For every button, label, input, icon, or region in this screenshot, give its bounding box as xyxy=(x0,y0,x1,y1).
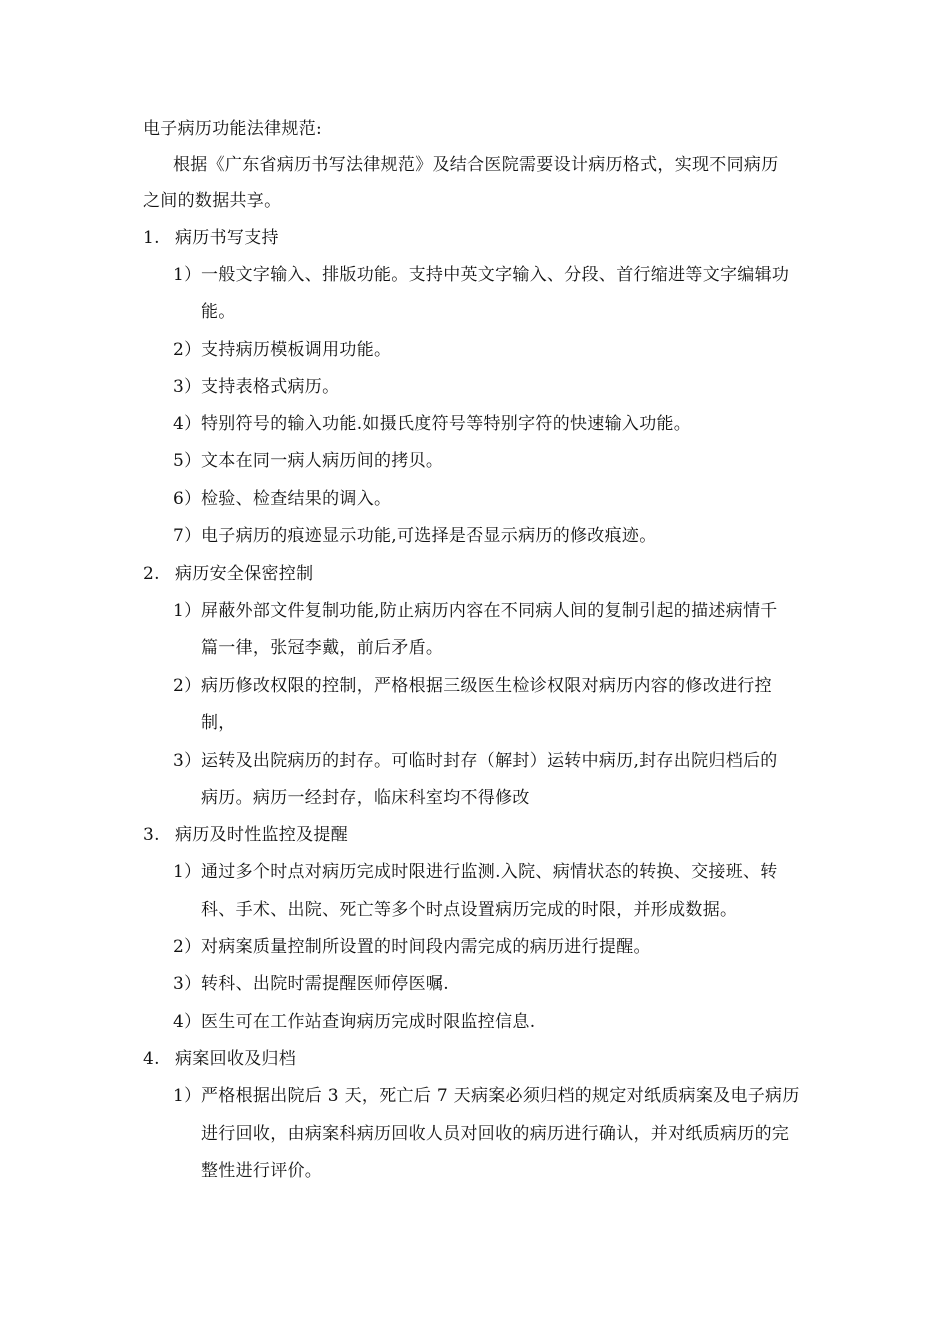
item-number: 5） xyxy=(173,451,202,471)
item-number: 4） xyxy=(173,414,202,434)
item-text: 病历修改权限的控制，严格根据三级医生检诊权限对病历内容的修改进行控 xyxy=(201,676,772,696)
list-item xyxy=(173,750,778,772)
item-text: 转科、出院时需提醒医师停医嘱. xyxy=(201,974,449,994)
item-text: 支持病历模板调用功能。 xyxy=(201,340,392,360)
intro-line-2: 之间的数据共享。 xyxy=(143,191,282,211)
list-item xyxy=(173,1085,800,1107)
item-text: 医生可在工作站查询病历完成时限监控信息. xyxy=(201,1012,536,1032)
item-number: 7） xyxy=(173,526,202,546)
item-continuation: 病历。病历一经封存，临床科室均不得修改 xyxy=(201,788,530,808)
section-number: 2. xyxy=(143,564,160,584)
list-item xyxy=(173,339,391,361)
list-item xyxy=(173,450,443,472)
item-text: 一般文字输入、排版功能。支持中英文字输入、分段、首行缩进等文字编辑功 xyxy=(201,265,790,285)
item-text: 屏蔽外部文件复制功能,防止病历内容在不同病人间的复制引起的描述病情千 xyxy=(201,601,778,621)
item-continuation: 能。 xyxy=(201,302,236,322)
item-continuation: 进行回收，由病案科病历回收人员对回收的病历进行确认，并对纸质病历的完 xyxy=(201,1124,790,1144)
section-1-heading xyxy=(143,227,279,249)
section-title: 病历安全保密控制 xyxy=(175,564,314,584)
list-item xyxy=(173,488,391,510)
item-text: 运转及出院病历的封存。可临时封存（解封）运转中病历,封存出院归档后的 xyxy=(201,751,778,771)
item-continuation: 制， xyxy=(201,713,236,733)
item-number: 2） xyxy=(173,676,202,696)
doc-title: 电子病历功能法律规范: xyxy=(143,119,323,139)
section-number: 3. xyxy=(143,825,160,845)
section-4-heading xyxy=(143,1048,296,1070)
item-number: 1） xyxy=(173,265,202,285)
item-text: 特别符号的输入功能.如摄氏度符号等特别字符的快速输入功能。 xyxy=(201,414,692,434)
item-number: 2） xyxy=(173,937,202,957)
section-number: 4. xyxy=(143,1049,160,1069)
item-number: 3） xyxy=(173,974,202,994)
item-text: 通过多个时点对病历完成时限进行监测.入院、病情状态的转换、交接班、转 xyxy=(201,862,778,882)
item-continuation: 篇一律，张冠李戴，前后矛盾。 xyxy=(201,638,444,658)
item-text: 严格根据出院后 3 天，死亡后 7 天病案必须归档的规定对纸质病案及电子病历 xyxy=(201,1086,800,1106)
list-item xyxy=(173,861,778,883)
list-item xyxy=(173,376,339,398)
list-item xyxy=(173,936,651,958)
section-title: 病案回收及归档 xyxy=(175,1049,297,1069)
item-number: 1） xyxy=(173,862,202,882)
item-number: 1） xyxy=(173,601,202,621)
item-number: 3） xyxy=(173,751,202,771)
item-number: 3） xyxy=(173,377,202,397)
list-item xyxy=(173,973,449,995)
list-item xyxy=(173,264,789,286)
item-text: 对病案质量控制所设置的时间段内需完成的病历进行提醒。 xyxy=(201,937,651,957)
item-text: 文本在同一病人病历间的拷贝。 xyxy=(201,451,444,471)
section-number: 1. xyxy=(143,228,160,248)
list-item xyxy=(173,600,778,622)
item-text: 支持表格式病历。 xyxy=(201,377,340,397)
list-item xyxy=(173,413,691,435)
intro-line-1: 根据《广东省病历书写法律规范》及结合医院需要设计病历格式，实现不同病历 xyxy=(173,155,779,175)
section-title: 病历书写支持 xyxy=(175,228,279,248)
item-number: 4） xyxy=(173,1012,202,1032)
item-number: 6） xyxy=(173,489,202,509)
item-text: 检验、检查结果的调入。 xyxy=(201,489,392,509)
section-3-heading xyxy=(143,824,348,846)
list-item xyxy=(173,1011,535,1033)
item-number: 1） xyxy=(173,1086,202,1106)
list-item xyxy=(173,675,772,697)
item-continuation: 科、手术、出院、死亡等多个时点设置病历完成的时限，并形成数据。 xyxy=(201,900,738,920)
section-2-heading xyxy=(143,563,313,585)
item-text: 电子病历的痕迹显示功能,可选择是否显示病历的修改痕迹。 xyxy=(201,526,657,546)
item-number: 2） xyxy=(173,340,202,360)
item-continuation: 整性进行评价。 xyxy=(201,1161,323,1181)
list-item xyxy=(173,525,657,547)
section-title: 病历及时性监控及提醒 xyxy=(175,825,348,845)
